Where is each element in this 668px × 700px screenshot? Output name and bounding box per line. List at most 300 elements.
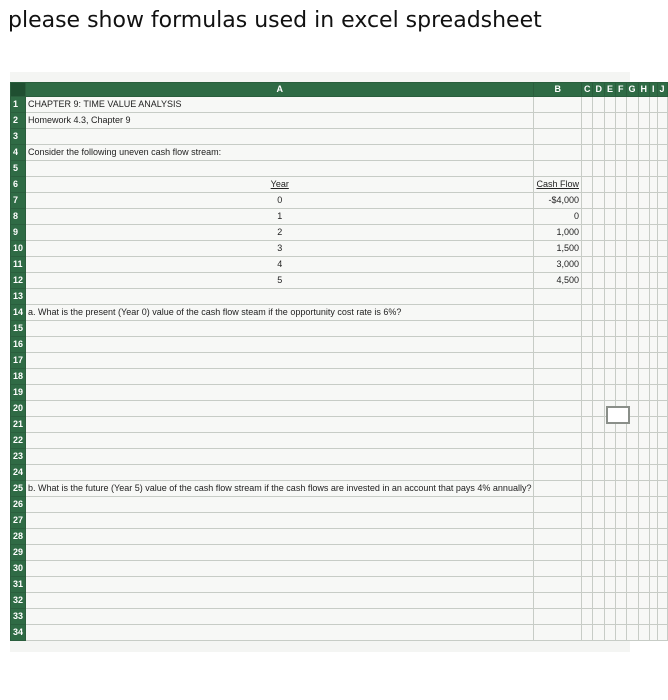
grid-cell[interactable] (581, 513, 593, 529)
year-cell[interactable]: 1 (26, 209, 534, 225)
grid-cell[interactable] (604, 545, 615, 561)
grid-cell[interactable] (534, 465, 582, 481)
grid-cell[interactable] (604, 161, 615, 177)
grid-cell[interactable] (593, 561, 605, 577)
grid-cell[interactable] (604, 465, 615, 481)
grid-cell[interactable] (26, 337, 534, 353)
grid-cell[interactable] (604, 209, 615, 225)
grid-cell[interactable] (657, 97, 667, 113)
grid-cell[interactable] (657, 353, 667, 369)
year-cell[interactable]: 0 (26, 193, 534, 209)
grid-cell[interactable] (626, 609, 638, 625)
grid-cell[interactable] (581, 161, 593, 177)
cash-flow-header-cell[interactable]: Cash Flow (534, 177, 582, 193)
grid-cell[interactable] (657, 369, 667, 385)
grid-cell[interactable] (657, 209, 667, 225)
grid-cell[interactable] (616, 449, 627, 465)
grid-cell[interactable] (534, 561, 582, 577)
grid-cell[interactable] (638, 529, 650, 545)
grid-cell[interactable] (650, 577, 658, 593)
grid-cell[interactable] (616, 353, 627, 369)
grid-cell[interactable] (593, 529, 605, 545)
column-header-f[interactable]: F (616, 83, 627, 97)
grid-cell[interactable] (657, 529, 667, 545)
grid-cell[interactable] (26, 497, 534, 513)
grid-cell[interactable] (650, 305, 658, 321)
grid-cell[interactable] (657, 625, 667, 641)
grid-cell[interactable] (657, 273, 667, 289)
grid-cell[interactable] (604, 113, 615, 129)
grid-cell[interactable] (616, 481, 627, 497)
grid-cell[interactable] (604, 609, 615, 625)
grid-cell[interactable] (616, 465, 627, 481)
grid-cell[interactable] (581, 577, 593, 593)
grid-cell[interactable] (581, 289, 593, 305)
grid-cell[interactable] (657, 609, 667, 625)
grid-cell[interactable] (650, 513, 658, 529)
grid-cell[interactable] (650, 241, 658, 257)
grid-cell[interactable] (638, 481, 650, 497)
grid-cell[interactable] (581, 225, 593, 241)
row-header[interactable]: 2 (11, 113, 26, 129)
row-header[interactable]: 31 (11, 577, 26, 593)
column-header-i[interactable]: I (650, 83, 658, 97)
grid-cell[interactable] (650, 497, 658, 513)
grid-cell[interactable] (534, 545, 582, 561)
column-header-j[interactable]: J (657, 83, 667, 97)
grid-cell[interactable] (657, 129, 667, 145)
grid-cell[interactable] (638, 273, 650, 289)
grid-cell[interactable] (26, 449, 534, 465)
grid-cell[interactable] (26, 289, 534, 305)
grid-cell[interactable] (650, 321, 658, 337)
grid-cell[interactable] (657, 257, 667, 273)
grid-cell[interactable] (534, 609, 582, 625)
grid-cell[interactable] (593, 193, 605, 209)
grid-cell[interactable] (616, 577, 627, 593)
grid-cell[interactable] (593, 145, 605, 161)
row-header[interactable]: 14 (11, 305, 26, 321)
grid-cell[interactable] (581, 305, 593, 321)
grid-cell[interactable] (638, 161, 650, 177)
grid-cell[interactable] (626, 369, 638, 385)
grid-cell[interactable] (638, 497, 650, 513)
grid-cell[interactable] (26, 433, 534, 449)
grid-cell[interactable] (650, 401, 658, 417)
grid-cell[interactable] (604, 257, 615, 273)
grid-cell[interactable] (26, 465, 534, 481)
grid-cell[interactable] (604, 497, 615, 513)
column-header-d[interactable]: D (593, 83, 605, 97)
grid-cell[interactable] (657, 385, 667, 401)
grid-cell[interactable] (534, 129, 582, 145)
grid-cell[interactable] (650, 193, 658, 209)
grid-cell[interactable] (638, 225, 650, 241)
row-header[interactable]: 19 (11, 385, 26, 401)
grid-cell[interactable] (626, 353, 638, 369)
grid-cell[interactable] (604, 449, 615, 465)
grid-cell[interactable] (657, 545, 667, 561)
grid-cell[interactable] (534, 385, 582, 401)
grid-cell[interactable] (581, 529, 593, 545)
grid-cell[interactable] (626, 497, 638, 513)
grid-cell[interactable] (593, 369, 605, 385)
grid-cell[interactable] (638, 609, 650, 625)
grid-cell[interactable] (604, 353, 615, 369)
row-header[interactable]: 24 (11, 465, 26, 481)
grid-cell[interactable] (638, 385, 650, 401)
grid-cell[interactable] (626, 145, 638, 161)
column-header-b[interactable]: B (534, 83, 582, 97)
grid-cell[interactable] (657, 113, 667, 129)
grid-cell[interactable] (657, 145, 667, 161)
grid-cell[interactable] (650, 449, 658, 465)
grid-cell[interactable] (593, 273, 605, 289)
grid-cell[interactable] (638, 209, 650, 225)
grid-cell[interactable] (26, 593, 534, 609)
row-header[interactable]: 15 (11, 321, 26, 337)
row-header[interactable]: 34 (11, 625, 26, 641)
grid-cell[interactable] (581, 449, 593, 465)
grid-cell[interactable] (657, 305, 667, 321)
grid-cell[interactable] (593, 401, 605, 417)
grid-cell[interactable] (26, 545, 534, 561)
grid-cell[interactable] (534, 305, 582, 321)
grid-cell[interactable] (650, 129, 658, 145)
cell-a25[interactable]: b. What is the future (Year 5) value of the cash flow stream if the cash flows are invested in an account that pays 4% annually? (26, 481, 534, 497)
grid-cell[interactable] (593, 433, 605, 449)
grid-cell[interactable] (626, 289, 638, 305)
grid-cell[interactable] (657, 225, 667, 241)
grid-cell[interactable] (593, 225, 605, 241)
grid-cell[interactable] (593, 465, 605, 481)
grid-cell[interactable] (650, 593, 658, 609)
grid-cell[interactable] (626, 449, 638, 465)
grid-cell[interactable] (657, 321, 667, 337)
grid-cell[interactable] (657, 161, 667, 177)
grid-cell[interactable] (657, 513, 667, 529)
row-header[interactable]: 29 (11, 545, 26, 561)
grid-cell[interactable] (638, 401, 650, 417)
grid-cell[interactable] (626, 513, 638, 529)
grid-cell[interactable] (616, 193, 627, 209)
grid-cell[interactable] (593, 593, 605, 609)
grid-cell[interactable] (650, 113, 658, 129)
grid-cell[interactable] (657, 241, 667, 257)
grid-cell[interactable] (534, 513, 582, 529)
grid-cell[interactable] (593, 625, 605, 641)
grid-cell[interactable] (534, 337, 582, 353)
grid-cell[interactable] (534, 577, 582, 593)
grid-cell[interactable] (650, 337, 658, 353)
row-header[interactable]: 23 (11, 449, 26, 465)
grid-cell[interactable] (657, 481, 667, 497)
grid-cell[interactable] (616, 625, 627, 641)
grid-cell[interactable] (26, 417, 534, 433)
grid-cell[interactable] (593, 353, 605, 369)
cash-flow-cell[interactable]: 0 (534, 209, 582, 225)
grid-cell[interactable] (650, 561, 658, 577)
cash-flow-cell[interactable]: 1,000 (534, 225, 582, 241)
grid-cell[interactable] (593, 337, 605, 353)
grid-cell[interactable] (581, 321, 593, 337)
grid-cell[interactable] (604, 241, 615, 257)
grid-cell[interactable] (650, 177, 658, 193)
grid-cell[interactable] (593, 241, 605, 257)
row-header[interactable]: 6 (11, 177, 26, 193)
grid-cell[interactable] (26, 369, 534, 385)
year-cell[interactable]: 4 (26, 257, 534, 273)
grid-cell[interactable] (616, 497, 627, 513)
grid-cell[interactable] (638, 241, 650, 257)
grid-cell[interactable] (657, 337, 667, 353)
grid-cell[interactable] (626, 593, 638, 609)
grid-cell[interactable] (638, 561, 650, 577)
year-cell[interactable]: 2 (26, 225, 534, 241)
grid-cell[interactable] (604, 321, 615, 337)
grid-cell[interactable] (626, 337, 638, 353)
grid-cell[interactable] (650, 529, 658, 545)
grid-cell[interactable] (593, 321, 605, 337)
row-header[interactable]: 30 (11, 561, 26, 577)
grid-cell[interactable] (581, 625, 593, 641)
grid-cell[interactable] (593, 113, 605, 129)
grid-cell[interactable] (604, 433, 615, 449)
grid-cell[interactable] (593, 129, 605, 145)
grid-cell[interactable] (616, 593, 627, 609)
grid-cell[interactable] (638, 593, 650, 609)
grid-cell[interactable] (26, 353, 534, 369)
row-header[interactable]: 21 (11, 417, 26, 433)
grid-cell[interactable] (616, 433, 627, 449)
grid-cell[interactable] (534, 497, 582, 513)
grid-cell[interactable] (616, 321, 627, 337)
grid-cell[interactable] (604, 369, 615, 385)
grid-cell[interactable] (581, 401, 593, 417)
cell-a1[interactable]: CHAPTER 9: TIME VALUE ANALYSIS (26, 97, 534, 113)
row-header[interactable]: 27 (11, 513, 26, 529)
grid-cell[interactable] (650, 417, 658, 433)
grid-cell[interactable] (604, 193, 615, 209)
grid-cell[interactable] (626, 545, 638, 561)
grid-cell[interactable] (657, 177, 667, 193)
row-header[interactable]: 26 (11, 497, 26, 513)
row-header[interactable]: 13 (11, 289, 26, 305)
grid-cell[interactable] (26, 529, 534, 545)
grid-cell[interactable] (638, 193, 650, 209)
grid-cell[interactable] (650, 625, 658, 641)
grid-cell[interactable] (650, 145, 658, 161)
grid-cell[interactable] (626, 257, 638, 273)
grid-cell[interactable] (581, 481, 593, 497)
grid-cell[interactable] (638, 433, 650, 449)
row-header[interactable]: 17 (11, 353, 26, 369)
grid-cell[interactable] (593, 289, 605, 305)
row-header[interactable]: 12 (11, 273, 26, 289)
grid-cell[interactable] (593, 513, 605, 529)
grid-cell[interactable] (593, 481, 605, 497)
grid-cell[interactable] (581, 465, 593, 481)
grid-cell[interactable] (616, 273, 627, 289)
grid-cell[interactable] (650, 369, 658, 385)
grid-cell[interactable] (581, 145, 593, 161)
grid-cell[interactable] (581, 177, 593, 193)
cash-flow-cell[interactable]: 1,500 (534, 241, 582, 257)
grid-cell[interactable] (26, 161, 534, 177)
grid-cell[interactable] (657, 577, 667, 593)
grid-cell[interactable] (626, 433, 638, 449)
grid-cell[interactable] (616, 209, 627, 225)
grid-cell[interactable] (26, 609, 534, 625)
grid-cell[interactable] (616, 225, 627, 241)
grid-cell[interactable] (534, 369, 582, 385)
grid-cell[interactable] (650, 481, 658, 497)
row-header[interactable]: 16 (11, 337, 26, 353)
grid-cell[interactable] (593, 257, 605, 273)
grid-cell[interactable] (626, 273, 638, 289)
grid-cell[interactable] (638, 337, 650, 353)
grid-cell[interactable] (581, 129, 593, 145)
grid-cell[interactable] (604, 225, 615, 241)
grid-cell[interactable] (626, 625, 638, 641)
grid-cell[interactable] (626, 241, 638, 257)
grid-cell[interactable] (657, 449, 667, 465)
grid-cell[interactable] (616, 609, 627, 625)
grid-cell[interactable] (26, 129, 534, 145)
row-header[interactable]: 20 (11, 401, 26, 417)
grid-cell[interactable] (534, 161, 582, 177)
column-header-g[interactable]: G (626, 83, 638, 97)
grid-cell[interactable] (604, 593, 615, 609)
row-header[interactable]: 4 (11, 145, 26, 161)
grid-cell[interactable] (638, 321, 650, 337)
row-header[interactable]: 32 (11, 593, 26, 609)
grid-cell[interactable] (657, 289, 667, 305)
grid-cell[interactable] (650, 385, 658, 401)
grid-cell[interactable] (26, 561, 534, 577)
grid-cell[interactable] (534, 593, 582, 609)
grid-cell[interactable] (616, 385, 627, 401)
grid-cell[interactable] (626, 305, 638, 321)
grid-cell[interactable] (604, 97, 615, 113)
year-cell[interactable]: 3 (26, 241, 534, 257)
grid-cell[interactable] (616, 561, 627, 577)
grid-cell[interactable] (534, 401, 582, 417)
grid-cell[interactable] (581, 545, 593, 561)
grid-cell[interactable] (581, 209, 593, 225)
row-header[interactable]: 18 (11, 369, 26, 385)
grid-cell[interactable] (638, 289, 650, 305)
row-header[interactable]: 22 (11, 433, 26, 449)
grid-cell[interactable] (604, 513, 615, 529)
grid-cell[interactable] (581, 369, 593, 385)
grid-cell[interactable] (534, 289, 582, 305)
cell-a14[interactable]: a. What is the present (Year 0) value of the cash flow steam if the opportunity cost rate is 6%? (26, 305, 534, 321)
grid-cell[interactable] (616, 369, 627, 385)
grid-cell[interactable] (581, 257, 593, 273)
grid-cell[interactable] (650, 209, 658, 225)
grid-cell[interactable] (626, 113, 638, 129)
grid-cell[interactable] (616, 257, 627, 273)
grid-cell[interactable] (638, 129, 650, 145)
grid-cell[interactable] (626, 385, 638, 401)
grid-cell[interactable] (626, 177, 638, 193)
grid-cell[interactable] (581, 593, 593, 609)
cash-flow-cell[interactable]: -$4,000 (534, 193, 582, 209)
grid-cell[interactable] (593, 209, 605, 225)
grid-cell[interactable] (593, 177, 605, 193)
grid-cell[interactable] (626, 225, 638, 241)
grid-cell[interactable] (26, 513, 534, 529)
grid-cell[interactable] (593, 497, 605, 513)
grid-cell[interactable] (650, 97, 658, 113)
grid-cell[interactable] (657, 497, 667, 513)
grid-cell[interactable] (657, 401, 667, 417)
grid-cell[interactable] (626, 161, 638, 177)
cash-flow-cell[interactable]: 4,500 (534, 273, 582, 289)
grid-cell[interactable] (581, 193, 593, 209)
grid-cell[interactable] (638, 465, 650, 481)
grid-cell[interactable] (638, 97, 650, 113)
grid-cell[interactable] (581, 353, 593, 369)
grid-cell[interactable] (616, 529, 627, 545)
grid-cell[interactable] (581, 113, 593, 129)
grid-cell[interactable] (638, 449, 650, 465)
grid-cell[interactable] (581, 609, 593, 625)
grid-cell[interactable] (593, 577, 605, 593)
grid-cell[interactable] (26, 577, 534, 593)
grid-cell[interactable] (616, 97, 627, 113)
cell-a2[interactable]: Homework 4.3, Chapter 9 (26, 113, 534, 129)
grid-cell[interactable] (534, 97, 582, 113)
grid-cell[interactable] (650, 353, 658, 369)
grid-cell[interactable] (604, 385, 615, 401)
grid-cell[interactable] (626, 321, 638, 337)
grid-cell[interactable] (534, 417, 582, 433)
grid-cell[interactable] (534, 433, 582, 449)
grid-cell[interactable] (638, 577, 650, 593)
grid-cell[interactable] (534, 481, 582, 497)
grid-cell[interactable] (650, 545, 658, 561)
grid-cell[interactable] (650, 225, 658, 241)
column-header-c[interactable]: C (581, 83, 593, 97)
grid-cell[interactable] (593, 545, 605, 561)
grid-cell[interactable] (616, 305, 627, 321)
row-header[interactable]: 8 (11, 209, 26, 225)
grid-cell[interactable] (638, 545, 650, 561)
grid-cell[interactable] (657, 465, 667, 481)
grid-cell[interactable] (638, 513, 650, 529)
row-header[interactable]: 7 (11, 193, 26, 209)
cash-flow-cell[interactable]: 3,000 (534, 257, 582, 273)
row-header[interactable]: 10 (11, 241, 26, 257)
grid-cell[interactable] (657, 417, 667, 433)
grid-cell[interactable] (26, 401, 534, 417)
grid-cell[interactable] (581, 433, 593, 449)
grid-cell[interactable] (657, 433, 667, 449)
grid-cell[interactable] (650, 465, 658, 481)
grid-cell[interactable] (616, 545, 627, 561)
grid-cell[interactable] (593, 609, 605, 625)
grid-cell[interactable] (638, 113, 650, 129)
grid-cell[interactable] (650, 257, 658, 273)
grid-cell[interactable] (26, 385, 534, 401)
grid-cell[interactable] (616, 177, 627, 193)
row-header[interactable]: 11 (11, 257, 26, 273)
grid-cell[interactable] (626, 577, 638, 593)
grid-cell[interactable] (638, 625, 650, 641)
grid-cell[interactable] (638, 353, 650, 369)
